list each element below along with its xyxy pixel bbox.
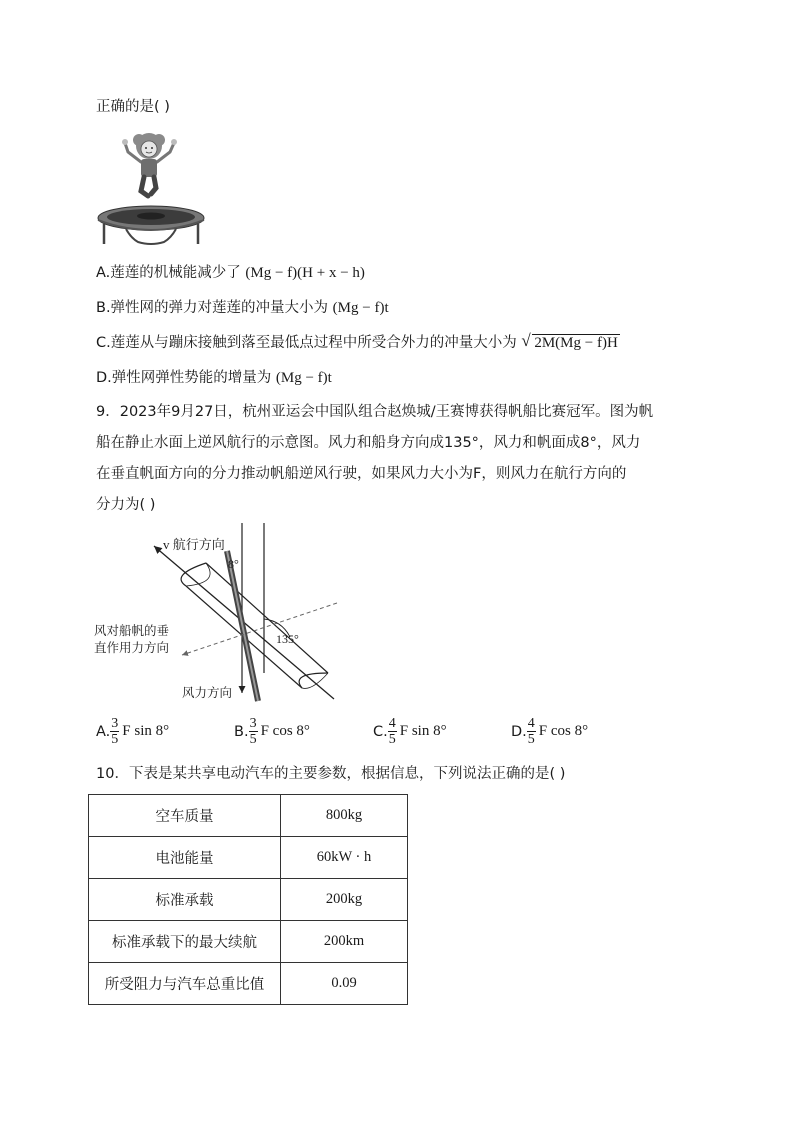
q8-option-d bbox=[96, 368, 332, 388]
param-name: 所受阻力与汽车总重比值 bbox=[89, 963, 281, 1005]
param-value: 200kg bbox=[281, 879, 408, 921]
q9-stem-line-4: 分力为( ) bbox=[96, 497, 156, 513]
param-value: 0.09 bbox=[281, 963, 408, 1005]
q9-option-b-letter: B. bbox=[234, 723, 249, 740]
fraction-numerator: 4 bbox=[527, 716, 535, 731]
q9-option-b bbox=[234, 716, 310, 747]
q9-stem-line-2: 船在静止水面上逆风航行的示意图。风力和船身方向成135°，风力和帆面成8°，风力 bbox=[96, 435, 641, 451]
q8-option-a-text: A.莲莲的机械能减少了 bbox=[96, 265, 241, 281]
param-value: 60kW · h bbox=[281, 837, 408, 879]
q9-option-c bbox=[373, 716, 447, 747]
q9-stem-line-1: 9．2023年9月27日，杭州亚运会中国队组合赵焕城/王赛博获得帆船比赛冠军。图为帆 bbox=[96, 404, 654, 420]
param-name: 标准承载 bbox=[89, 879, 281, 921]
fraction-numerator: 3 bbox=[111, 716, 119, 731]
param-name: 标准承载下的最大续航 bbox=[89, 921, 281, 963]
label-angle-135: 135° bbox=[276, 632, 299, 646]
q9-stem-line-3: 在垂直帆面方向的分力推动帆船逆风行驶，如果风力大小为F，则风力在航行方向的 bbox=[96, 466, 627, 482]
table-row bbox=[89, 963, 408, 1005]
question-stem-tail: 正确的是( ) bbox=[96, 99, 170, 115]
sailboat-force-diagram bbox=[90, 523, 350, 708]
car-parameter-table bbox=[88, 794, 408, 1005]
table-row bbox=[89, 795, 408, 837]
fraction-denominator: 5 bbox=[249, 732, 257, 747]
q8-option-d-text: D.弹性网弹性势能的增量为 bbox=[96, 370, 272, 386]
q9-option-a-expression: F sin 8° bbox=[122, 723, 170, 739]
fraction-denominator: 5 bbox=[111, 732, 119, 747]
q9-option-c-letter: C. bbox=[373, 723, 388, 740]
q9-option-d-letter: D. bbox=[511, 723, 527, 740]
table-row bbox=[89, 837, 408, 879]
trampoline-girl-illustration bbox=[96, 128, 206, 250]
q8-option-b-text: B.弹性网的弹力对莲莲的冲量大小为 bbox=[96, 300, 329, 316]
q9-option-a-fraction bbox=[110, 716, 119, 747]
label-wind-direction: 风力方向 bbox=[182, 686, 233, 700]
q9-option-a-letter: A. bbox=[96, 723, 111, 740]
q8-option-c-radicand: 2M(Mg − f)H bbox=[534, 335, 618, 351]
q9-option-d-fraction bbox=[527, 716, 536, 747]
q10-stem: 10．下表是某共享电动汽车的主要参数，根据信息，下列说法正确的是( ) bbox=[96, 766, 566, 782]
param-name: 电池能量 bbox=[89, 837, 281, 879]
table-row bbox=[89, 879, 408, 921]
param-name: 空车质量 bbox=[89, 795, 281, 837]
fraction-denominator: 5 bbox=[388, 732, 396, 747]
q8-option-a bbox=[96, 263, 365, 283]
label-perpendicular-force-2: 直作用力方向 bbox=[94, 641, 170, 655]
q8-option-d-formula: (Mg − f)t bbox=[275, 370, 332, 386]
q9-option-c-expression: F sin 8° bbox=[399, 723, 447, 739]
q9-option-b-expression: F cos 8° bbox=[260, 723, 310, 739]
q9-option-c-fraction bbox=[388, 716, 397, 747]
fraction-numerator: 4 bbox=[388, 716, 396, 731]
q9-option-d-expression: F cos 8° bbox=[538, 723, 589, 739]
q8-option-c-formula: √ 2M(Mg − f)H bbox=[521, 331, 618, 351]
label-angle-8: 8° bbox=[228, 557, 239, 571]
param-value: 800kg bbox=[281, 795, 408, 837]
fraction-denominator: 5 bbox=[527, 732, 535, 747]
q8-option-b-formula: (Mg − f)t bbox=[332, 300, 389, 316]
q9-option-b-fraction bbox=[249, 716, 258, 747]
q8-option-b bbox=[96, 298, 389, 318]
table-row bbox=[89, 921, 408, 963]
q8-option-c bbox=[96, 333, 620, 353]
q8-option-a-formula: (Mg − f)(H + x − h) bbox=[245, 265, 365, 281]
q9-option-d bbox=[511, 716, 588, 747]
fraction-numerator: 3 bbox=[249, 716, 257, 731]
q8-option-c-text: C.莲莲从与蹦床接触到落至最低点过程中所受合外力的冲量大小为 bbox=[96, 335, 517, 351]
label-velocity: v 航行方向 bbox=[163, 537, 225, 552]
q9-option-a bbox=[96, 716, 169, 747]
label-perpendicular-force-1: 风对船帆的垂 bbox=[94, 624, 170, 638]
param-value: 200km bbox=[281, 921, 408, 963]
